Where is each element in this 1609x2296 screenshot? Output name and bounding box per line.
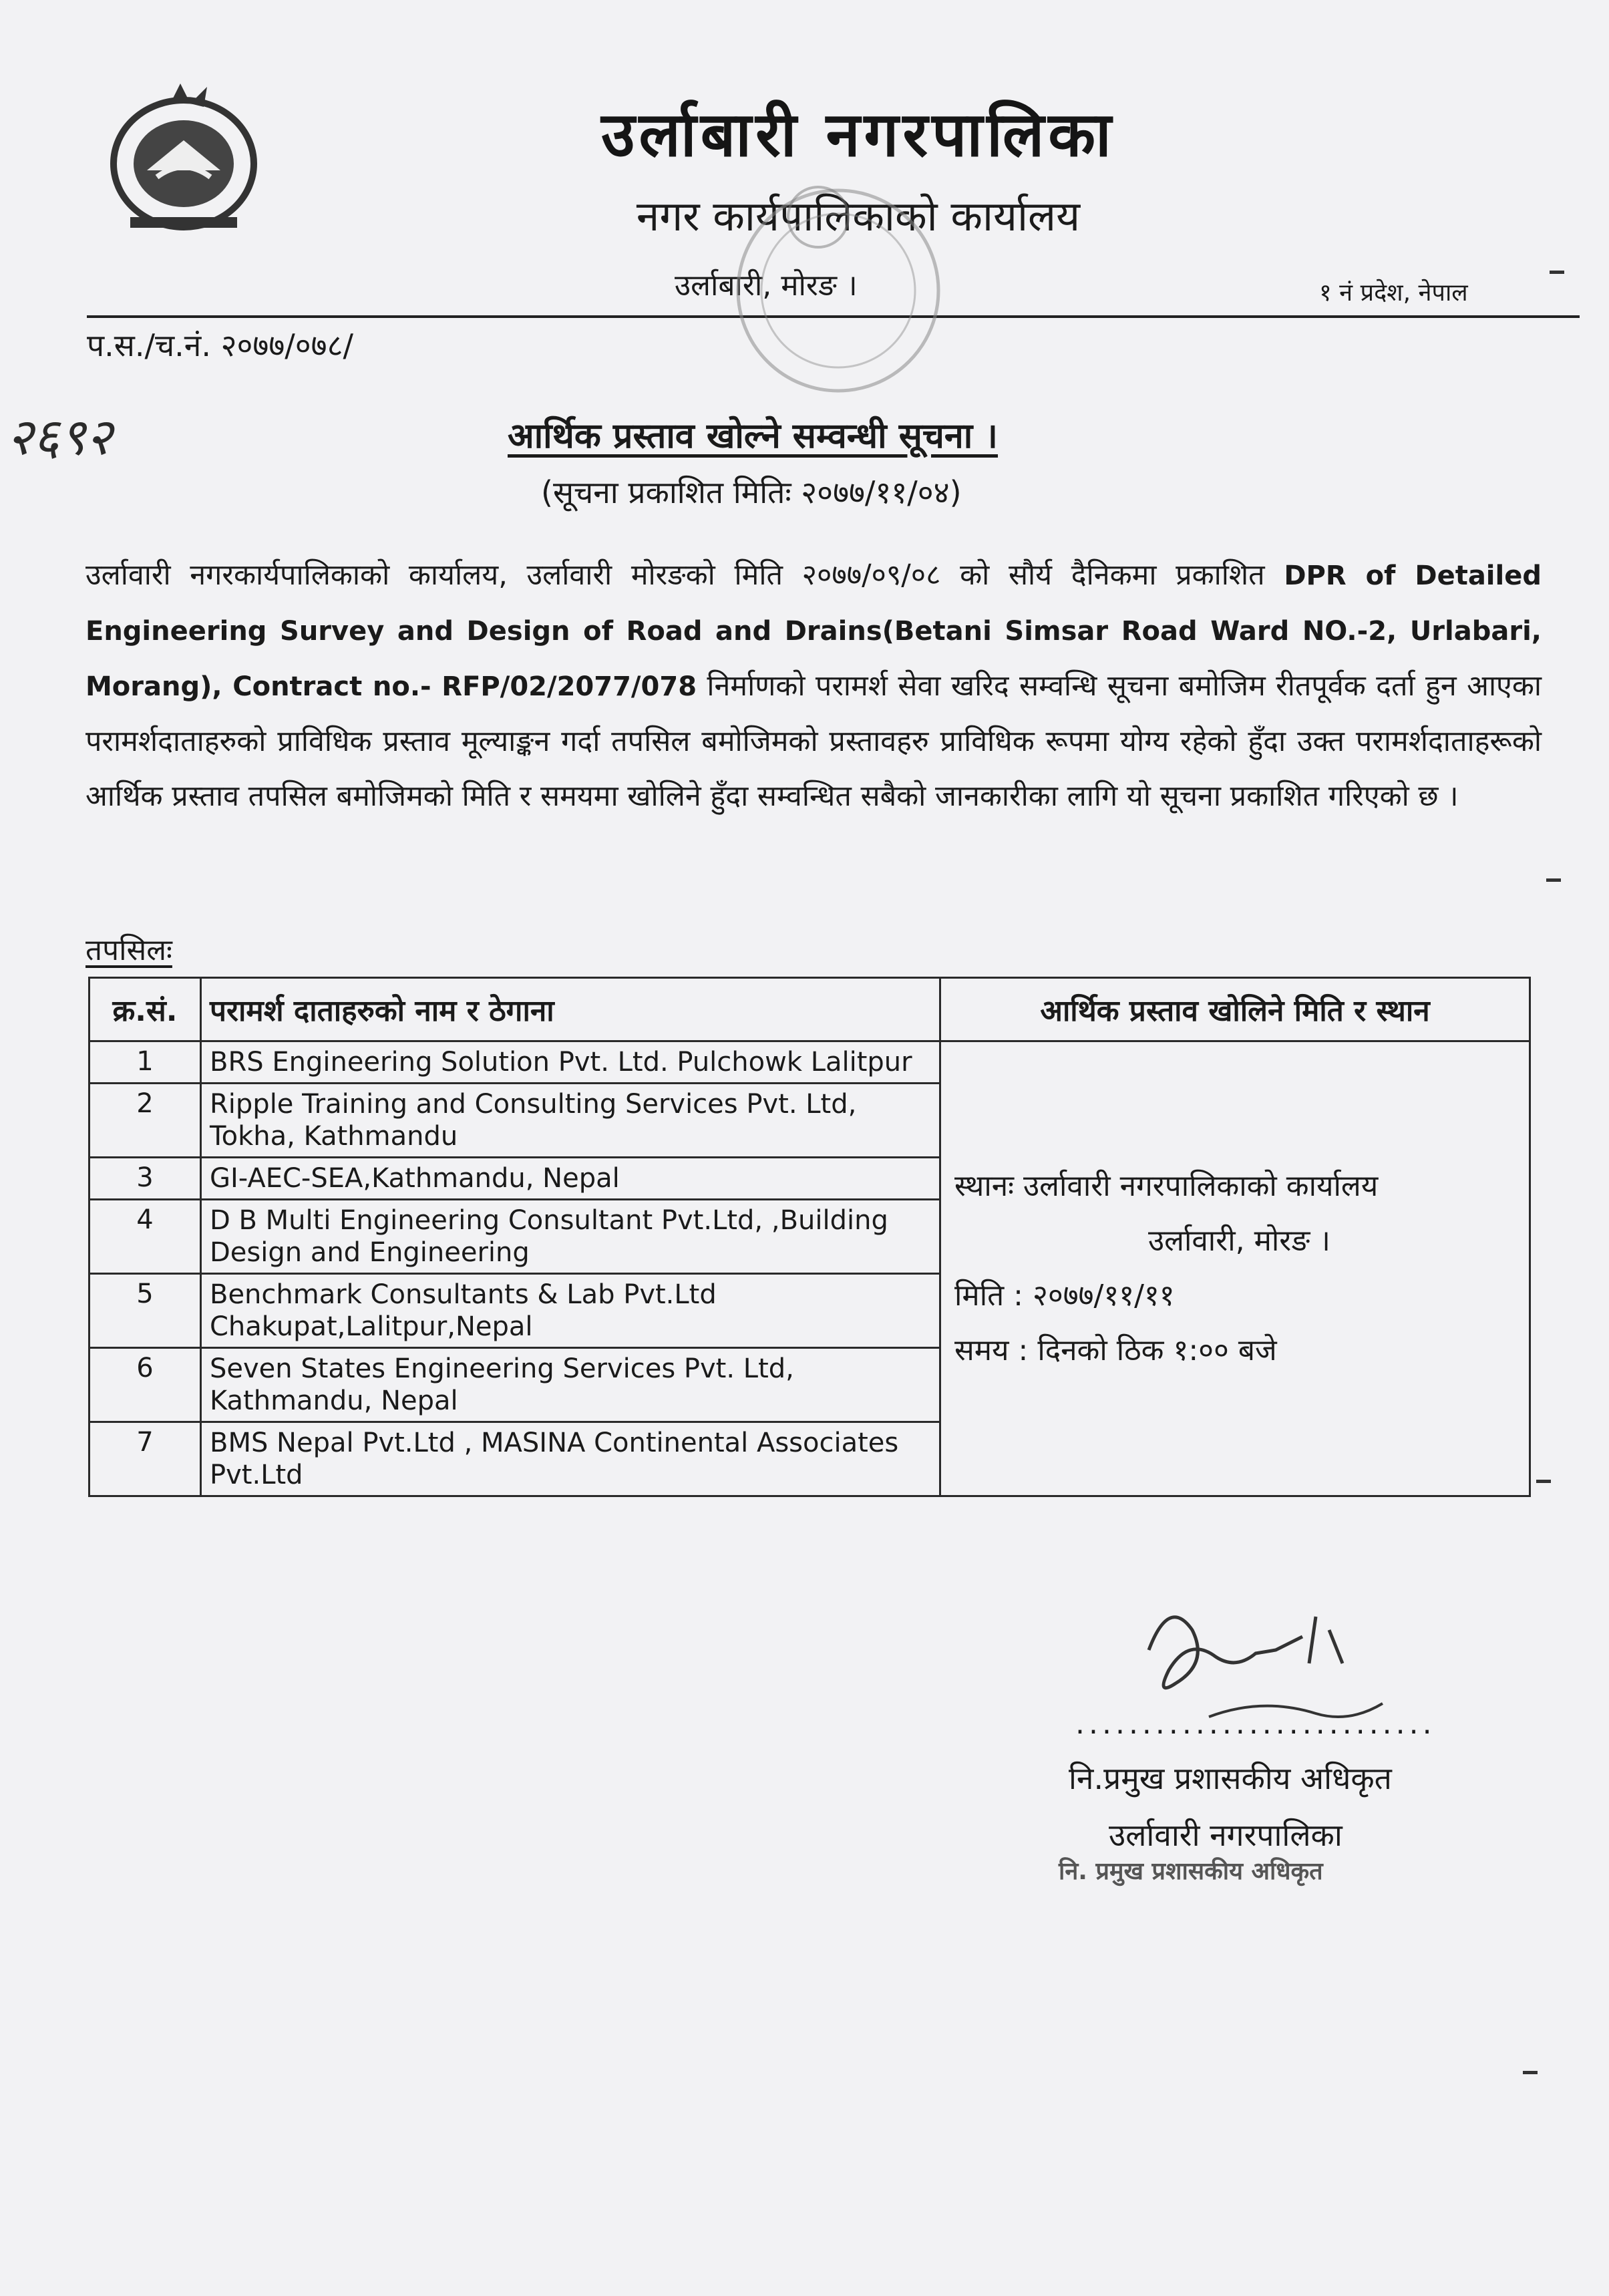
row-sn: 1 [90,1041,201,1084]
row-sn: 4 [90,1200,201,1274]
table-header-row [90,978,1530,1041]
scan-mark [1550,271,1564,274]
row-sn: 5 [90,1274,201,1348]
signatory-title: नि.प्रमुख प्रशासकीय अधिकृत [1069,1760,1392,1796]
notice-published-date: (सूचना प्रकाशित मितिः २०७७/११/०४) [541,474,962,510]
opening-time: समय : दिनको ठिक १:०० बजे [954,1333,1277,1367]
column-header-opening: आर्थिक प्रस्ताव खोलिने मिति र स्थान [940,978,1530,1041]
scan-mark [1536,1480,1551,1483]
row-consultant: Benchmark Consultants & Lab Pvt.Ltd Chakupat,Lalitpur,Nepal [201,1274,940,1348]
signatory-organization: उर्लावारी नगरपालिका [1109,1817,1343,1853]
row-consultant: Ripple Training and Consulting Services Pvt. Ltd, Tokha, Kathmandu [201,1084,940,1158]
notice-title: आर्थिक प्रस्ताव खोल्ने सम्वन्धी सूचना । [508,416,999,456]
office-name: उर्लाबारी नगरपालिका [601,99,1115,170]
body-text-part3: निर्माणको परामर्श सेवा खरिद सम्वन्धि सूचना बमोजिम रीतपूर्वक दर्ता हुन आएका परामर्शदाताहरुको प्राविधिक प्रस्ताव मूल्याङ्कन गर्दा तपसिल बमोजिमको प्रस्तावहरु प्राविधिक रूपमा योग्य रहेको हुँदा उक्त परामर्शदाताहरूको आर्थिक प्रस्ताव तपसिल बमोजिमको मिति र समयमा खोलिने हुँदा सम्वन्धित सबैको जानकारीका लागि यो सूचना प्रकाशित गरिएको छ । [85,669,1542,813]
designation-stamp: नि. प्रमुख प्रशासकीय अधिकृत [1059,1858,1323,1885]
column-header-sn: क्र.सं. [90,978,201,1041]
nepal-emblem-icon [90,77,277,244]
opening-details [940,1041,1530,1496]
opening-place: स्थानः उर्लावारी नगरपालिकाको कार्यालय [954,1169,1379,1203]
row-consultant: GI-AEC-SEA,Kathmandu, Nepal [201,1158,940,1200]
row-consultant: BRS Engineering Solution Pvt. Ltd. Pulchowk Lalitpur [201,1041,940,1084]
consultant-schedule-table [88,977,1531,1497]
office-province: १ नं प्रदेश, नेपाल [1319,279,1468,307]
row-consultant: D B Multi Engineering Consultant Pvt.Ltd, ,Building Design and Engineering [201,1200,940,1274]
notice-body [85,548,1542,824]
row-consultant: Seven States Engineering Services Pvt. Ltd, Kathmandu, Nepal [201,1348,940,1422]
row-sn: 6 [90,1348,201,1422]
row-sn: 2 [90,1084,201,1158]
office-subtitle: नगर कार्यपालिकाको कार्यालय [636,192,1081,240]
handwritten-dispatch-number: २६९२ [7,407,113,466]
opening-place-2: उर्लावारी, मोरङ । [1148,1224,1330,1258]
office-seal [705,177,985,431]
signature-line: ........................... [1075,1707,1436,1741]
table-row [90,1041,1530,1084]
opening-date: मिति : २०७७/११/११ [954,1279,1175,1313]
office-place: उर्लाबारी, मोरङ । [675,269,858,303]
schedule-heading: तपसिलः [85,933,172,967]
row-sn: 3 [90,1158,201,1200]
project-title: DPR of Detailed Engineering Survey and Design of Road and Drains(Betani Simsar Road Ward NO.-2, Urlabari, Morang), Contract no.- RFP/02/2077/078 [85,560,1542,702]
reference-number: प.स./च.नं. २०७७/०७८/ [87,327,354,363]
row-sn: 7 [90,1422,201,1496]
scan-mark [1546,878,1561,882]
column-header-consultant: परामर्श दाताहरुको नाम र ठेगाना [201,978,940,1041]
body-text-part1: उर्लावारी नगरकार्यपालिकाको कार्यालय, उर्लावारी मोरङको मिति २०७७/०९/०८ को सौर्य दैनिकमा प्रकाशित [85,558,1284,592]
scan-mark [1523,2071,1538,2074]
row-consultant: BMS Nepal Pvt.Ltd , MASINA Continental Associates Pvt.Ltd [201,1422,940,1496]
